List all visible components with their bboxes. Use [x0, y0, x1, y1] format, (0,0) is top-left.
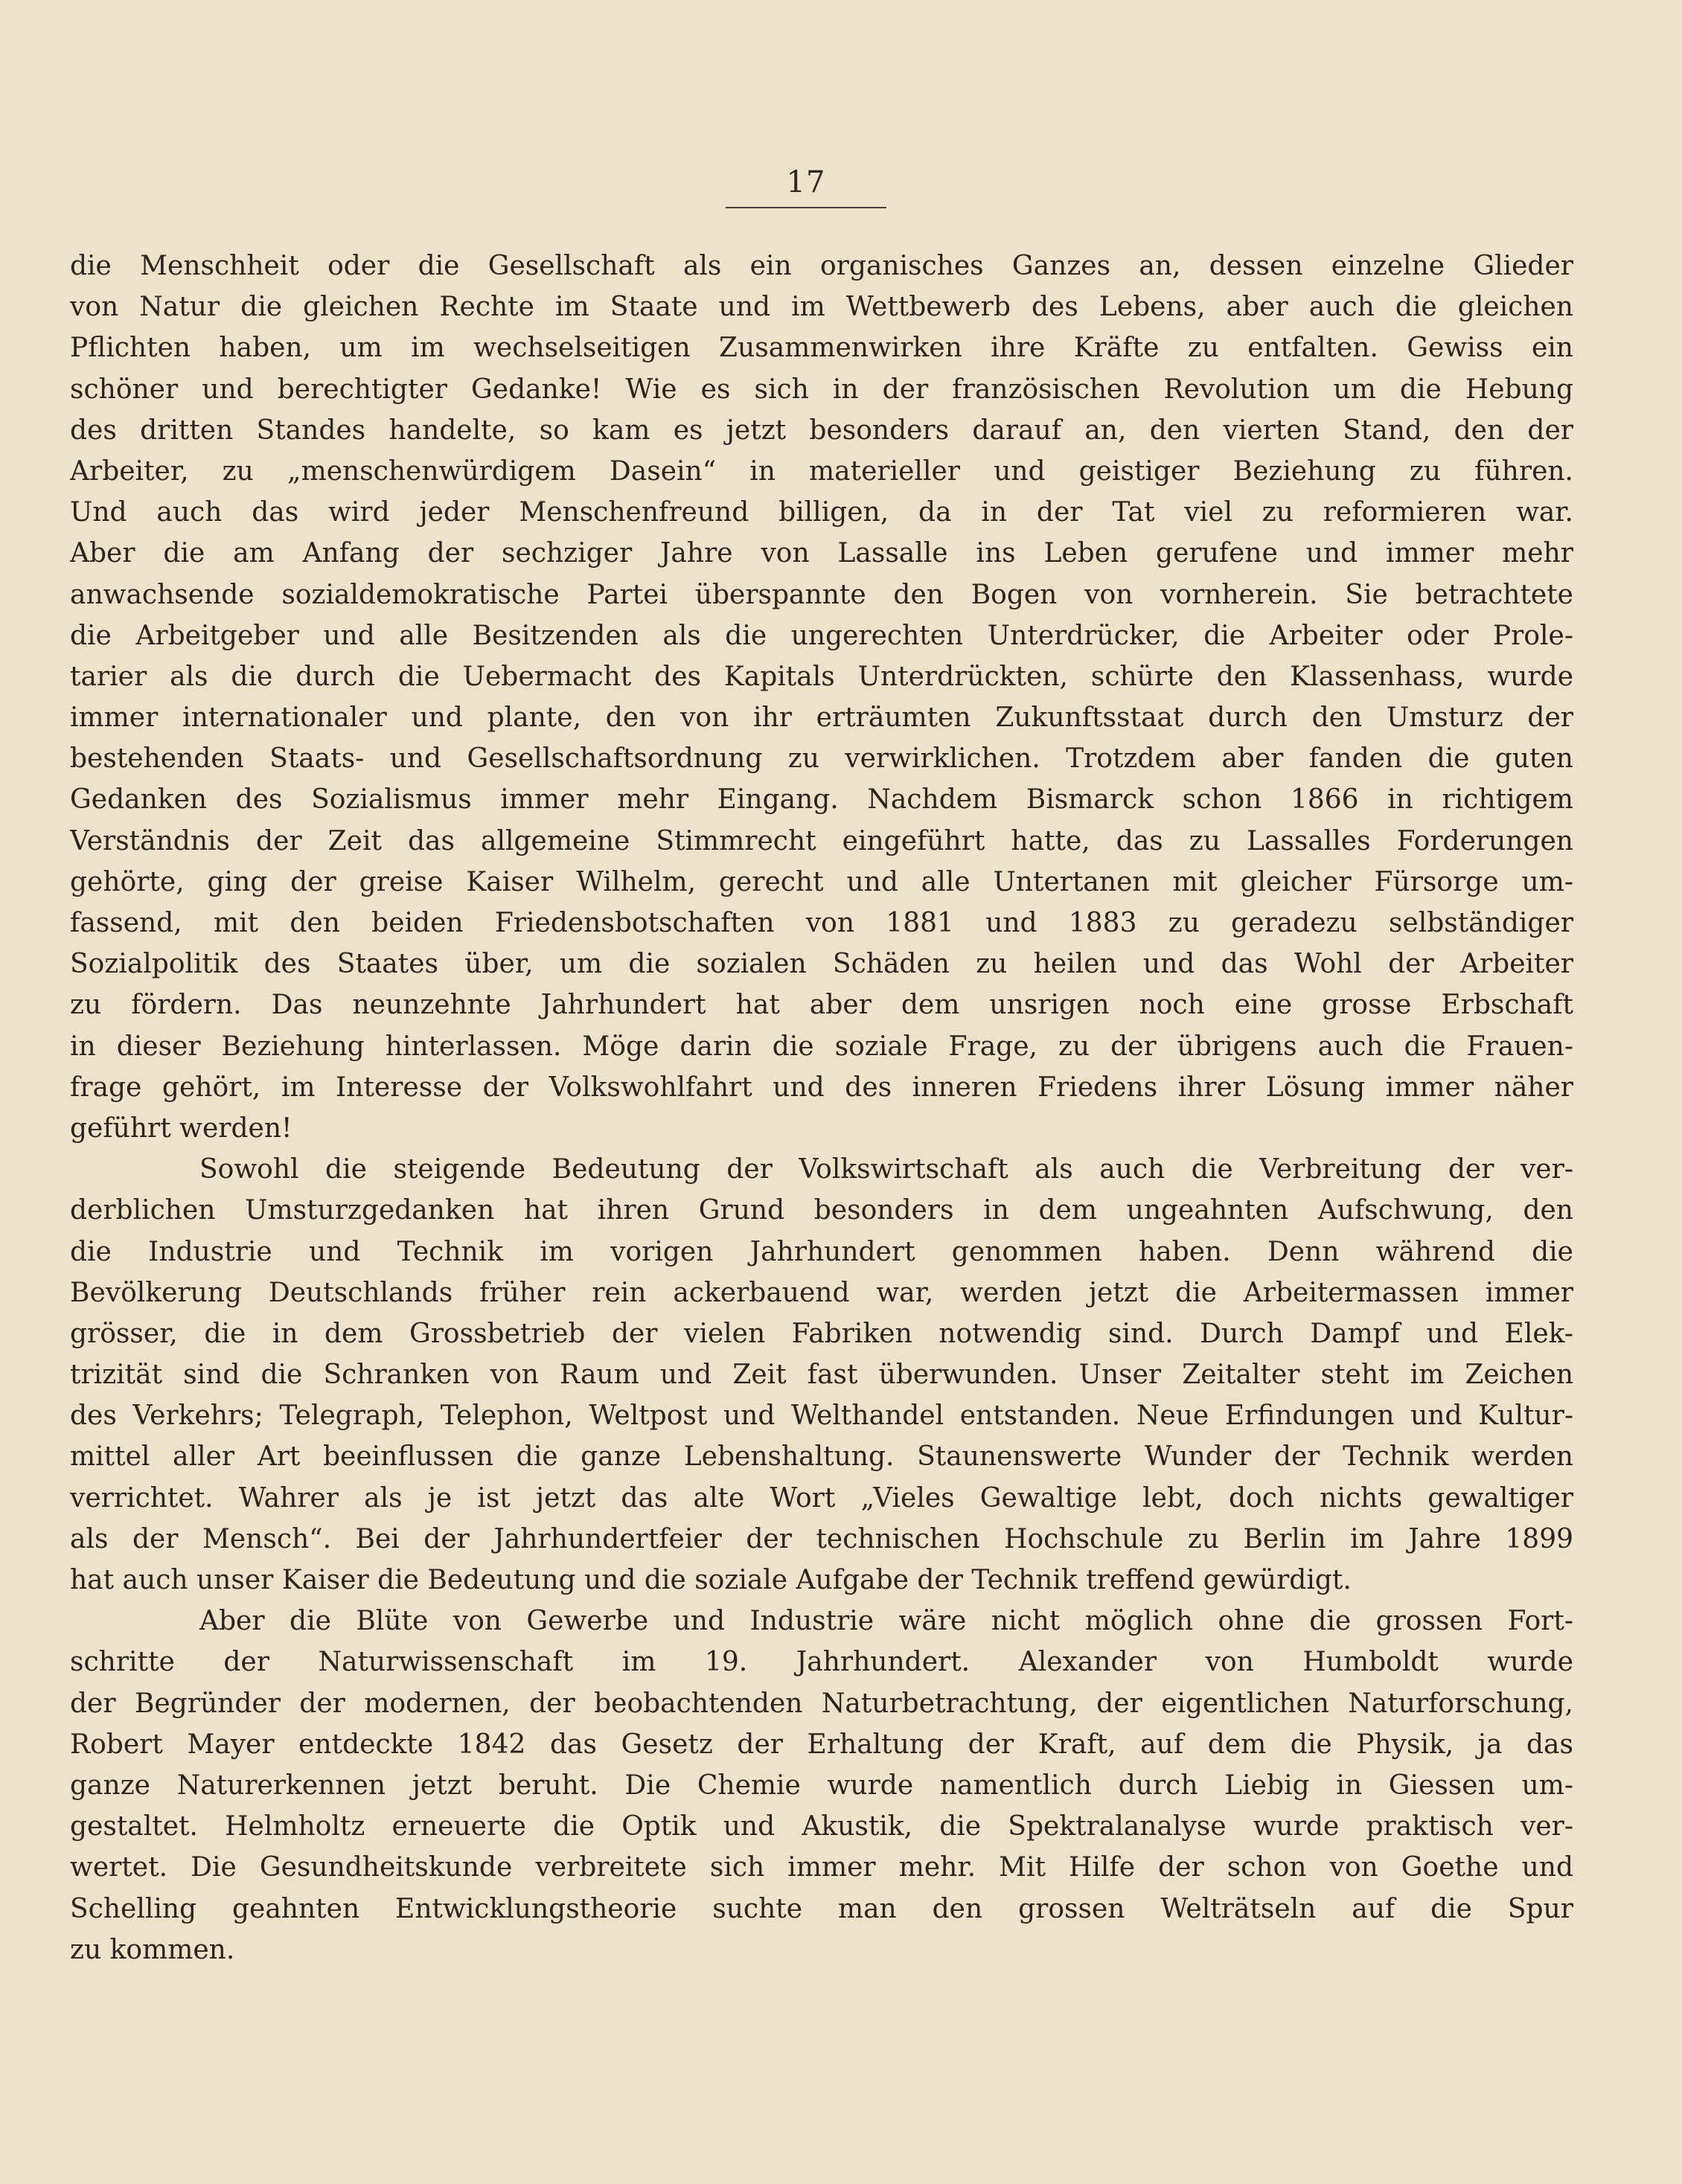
page-number-rule: [726, 207, 886, 208]
text-line: Verständnis der Zeit das allgemeine Stimmrecht eingeführt hatte, das zu Lassalles Forderungen: [70, 825, 1573, 856]
text-line: Pflichten haben, um im wechselseitigen Zusammenwirken ihre Kräfte zu entfalten. Gewiss ein: [70, 333, 1573, 364]
text-line: mittel aller Art beeinflussen die ganze Lebenshaltung. Staunenswerte Wunder der Technik werden: [70, 1441, 1573, 1473]
text-line: anwachsende sozialdemokratische Partei überspannte den Bogen von vornherein. Sie betrachtete: [70, 579, 1573, 610]
paragraph-3: [70, 1601, 1573, 1970]
text-line: tarier als die durch die Uebermacht des Kapitals Unterdrückten, schürte den Klassenhass, wurde: [70, 661, 1573, 692]
text-line: geführt werden!: [70, 1112, 292, 1144]
paragraph-1: [70, 246, 1573, 1149]
text-line: von Natur die gleichen Rechte im Staate und im Wettbewerb des Lebens, aber auch die gleichen: [70, 292, 1573, 323]
text-line: Robert Mayer entdeckte 1842 das Gesetz der Erhaltung der Kraft, auf dem die Physik, ja das: [70, 1729, 1573, 1760]
text-line: Sozialpolitik des Staates über, um die sozialen Schäden zu heilen und das Wohl der Arbeiter: [70, 949, 1573, 980]
text-line: Bevölkerung Deutschlands früher rein ackerbauend war, werden jetzt die Arbeitermassen immer: [70, 1277, 1573, 1308]
text-line: hat auch unser Kaiser die Bedeutung und die soziale Aufgabe der Technik treffend gewürdigt.: [70, 1565, 1352, 1595]
text-line: wertet. Die Gesundheitskunde verbreitete sich immer mehr. Mit Hilfe der schon von Goethe und: [70, 1852, 1573, 1883]
text-line: der Begründer der modernen, der beobachtenden Naturbetrachtung, der eigentlichen Naturforschung,: [70, 1688, 1573, 1719]
text-line: des dritten Standes handelte, so kam es jetzt besonders darauf an, den vierten Stand, den der: [70, 414, 1573, 446]
text-line: derblichen Umsturzgedanken hat ihren Grund besonders in dem ungeahnten Aufschwung, den: [70, 1195, 1573, 1226]
text-line: fassend, mit den beiden Friedensbotschaften von 1881 und 1883 zu geradezu selbständiger: [70, 908, 1573, 938]
text-line: trizität sind die Schranken von Raum und Zeit fast überwunden. Unser Zeitalter steht im Zeichen: [70, 1360, 1573, 1391]
body-text: [70, 246, 1573, 1970]
text-line: Arbeiter, zu „menschenwürdigem Dasein“ in materieller und geistiger Beziehung zu führen.: [70, 455, 1573, 487]
text-line: verrichtet. Wahrer als je ist jetzt das alte Wort „Vieles Gewaltige lebt, doch nichts gewaltiger: [70, 1482, 1573, 1514]
text-line: die Menschheit oder die Gesellschaft als ein organisches Ganzes an, dessen einzelne Glieder: [70, 251, 1573, 281]
text-line: Aber die am Anfang der sechziger Jahre von Lassalle ins Leben gerufene und immer mehr: [70, 538, 1573, 569]
text-line: ganze Naturerkennen jetzt beruht. Die Chemie wurde namentlich durch Liebig in Giessen um-: [70, 1770, 1573, 1801]
text-line: als der Mensch“. Bei der Jahrhundertfeier der technischen Hochschule zu Berlin im Jahre 1899: [70, 1523, 1573, 1554]
text-line: die Arbeitgeber und alle Besitzenden als die ungerechten Unterdrücker, die Arbeiter oder Prole-: [70, 620, 1573, 651]
page-number: 17: [786, 165, 826, 199]
text-line: gestaltet. Helmholtz erneuerte die Optik und Akustik, die Spektralanalyse wurde praktisch ver-: [70, 1811, 1573, 1842]
text-line: schöner und berechtigter Gedanke! Wie es sich in der französischen Revolution um die Hebung: [70, 374, 1573, 405]
text-line: die Industrie und Technik im vorigen Jahrhundert genommen haben. Denn während die: [70, 1236, 1573, 1267]
text-line: Sowohl die steigende Bedeutung der Volkswirtschaft als auch die Verbreitung der ver-: [199, 1154, 1573, 1185]
text-line: Und auch das wird jeder Menschenfreund billigen, da in der Tat viel zu reformieren war.: [70, 497, 1573, 528]
text-line: immer internationaler und plante, den von ihr erträumten Zukunftsstaat durch den Umsturz der: [70, 702, 1573, 734]
text-line: frage gehört, im Interesse der Volkswohlfahrt und des inneren Friedens ihrer Lösung immer näher: [70, 1072, 1573, 1103]
text-line: bestehenden Staats- und Gesellschaftsordnung zu verwirklichen. Trotzdem aber fanden die guten: [70, 743, 1573, 775]
text-line: Gedanken des Sozialismus immer mehr Eingang. Nachdem Bismarck schon 1866 in richtigem: [70, 784, 1573, 816]
text-line: zu kommen.: [70, 1934, 235, 1965]
text-line: grösser, die in dem Grossbetrieb der vielen Fabriken notwendig sind. Durch Dampf und Elek-: [70, 1318, 1573, 1349]
text-line: schritte der Naturwissenschaft im 19. Jahrhundert. Alexander von Humboldt wurde: [70, 1647, 1573, 1678]
paragraph-2: [70, 1149, 1573, 1601]
text-line: Schelling geahnten Entwicklungstheorie suchte man den grossen Welträtseln auf die Spur: [70, 1893, 1573, 1924]
text-line: des Verkehrs; Telegraph, Telephon, Weltpost und Welthandel entstanden. Neue Erfindungen und Kultur-: [70, 1400, 1573, 1432]
text-line: zu fördern. Das neunzehnte Jahrhundert hat aber dem unsrigen noch eine grosse Erbschaft: [70, 990, 1573, 1021]
text-line: gehörte, ging der greise Kaiser Wilhelm, gerecht und alle Untertanen mit gleicher Fürsorge um-: [70, 866, 1573, 897]
text-line: Aber die Blüte von Gewerbe und Industrie wäre nicht möglich ohne die grossen Fort-: [199, 1606, 1573, 1637]
text-line: in dieser Beziehung hinterlassen. Möge darin die soziale Frage, zu der übrigens auch die Frauen-: [70, 1031, 1573, 1062]
